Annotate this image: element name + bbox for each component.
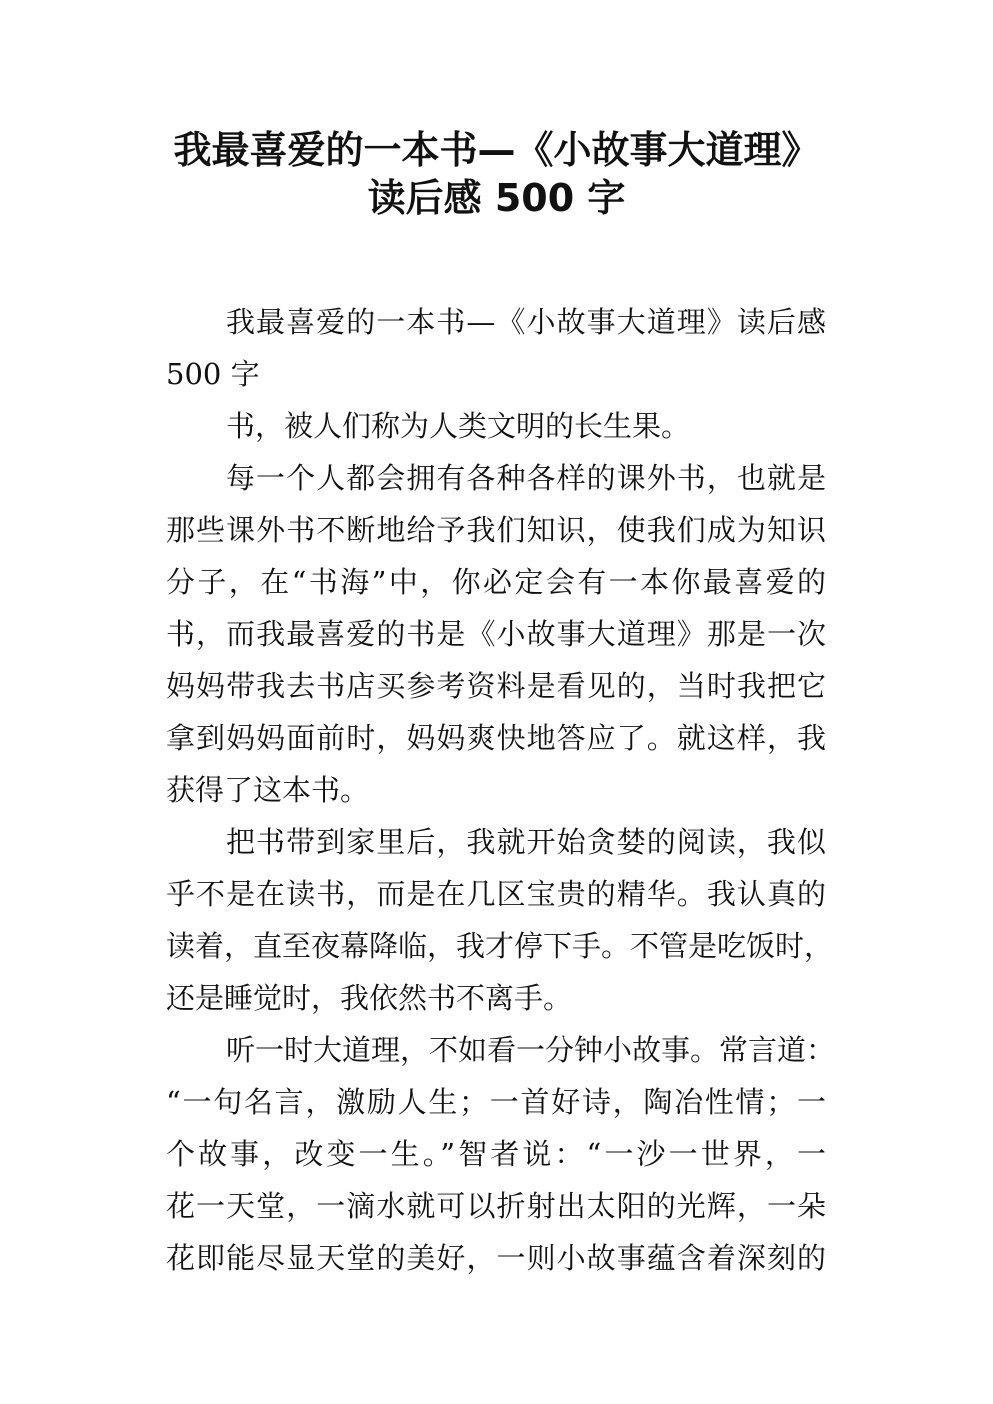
text-line: 我最喜爱的一本书—《小故事大道理》读后感 (226, 305, 826, 339)
text-line: 妈妈带我去书店买参考资料是看见的，当时我把它 (166, 669, 826, 703)
text-line: 花一天堂，一滴水就可以折射出太阳的光辉，一朵 (166, 1189, 826, 1223)
text-line: 书，而我最喜爱的书是《小故事大道理》那是一次 (166, 617, 826, 651)
text-line: 读着，直至夜幕降临，我才停下手。不管是吃饭时， (166, 929, 834, 963)
text-line: 书，被人们称为人类文明的长生果。 (226, 409, 691, 443)
text-line: 乎不是在读书，而是在几区宝贵的精华。我认真的 (166, 877, 826, 911)
text-line: 那些课外书不断地给予我们知识，使我们成为知识 (166, 513, 826, 547)
paragraph (166, 816, 834, 1024)
title-line: 读后感 500 字 (367, 176, 626, 220)
paragraph (166, 296, 826, 400)
paragraph (166, 1024, 836, 1284)
text-line: 花即能尽显天堂的美好，一则小故事蕴含着深刻的 (166, 1241, 826, 1275)
text-line: 还是睡觉时，我依然书不离手。 (166, 981, 573, 1015)
document-body (166, 296, 836, 1284)
text-line: 每一个人都会拥有各种各样的课外书，也就是 (226, 461, 826, 495)
text-line: 个故事，改变一生。”智者说：“一沙一世界，一 (166, 1137, 826, 1171)
document-title (0, 126, 993, 222)
title-line: 我最喜爱的一本书—《小故事大道理》 (173, 128, 820, 172)
text-line: 拿到妈妈面前时，妈妈爽快地答应了。就这样，我 (166, 721, 826, 755)
text-line: 分子，在“书海”中，你必定会有一本你最喜爱的 (166, 565, 826, 599)
text-line: 获得了这本书。 (166, 773, 370, 807)
text-line: 听一时大道理，不如看一分钟小故事。常言道： (226, 1033, 836, 1067)
paragraph (166, 452, 826, 816)
text-line: 把书带到家里后，我就开始贪婪的阅读，我似 (226, 825, 826, 859)
text-line: 500 字 (166, 357, 260, 391)
text-line: “一句名言，激励人生；一首好诗，陶冶性情；一 (166, 1085, 826, 1119)
paragraph (166, 400, 826, 452)
